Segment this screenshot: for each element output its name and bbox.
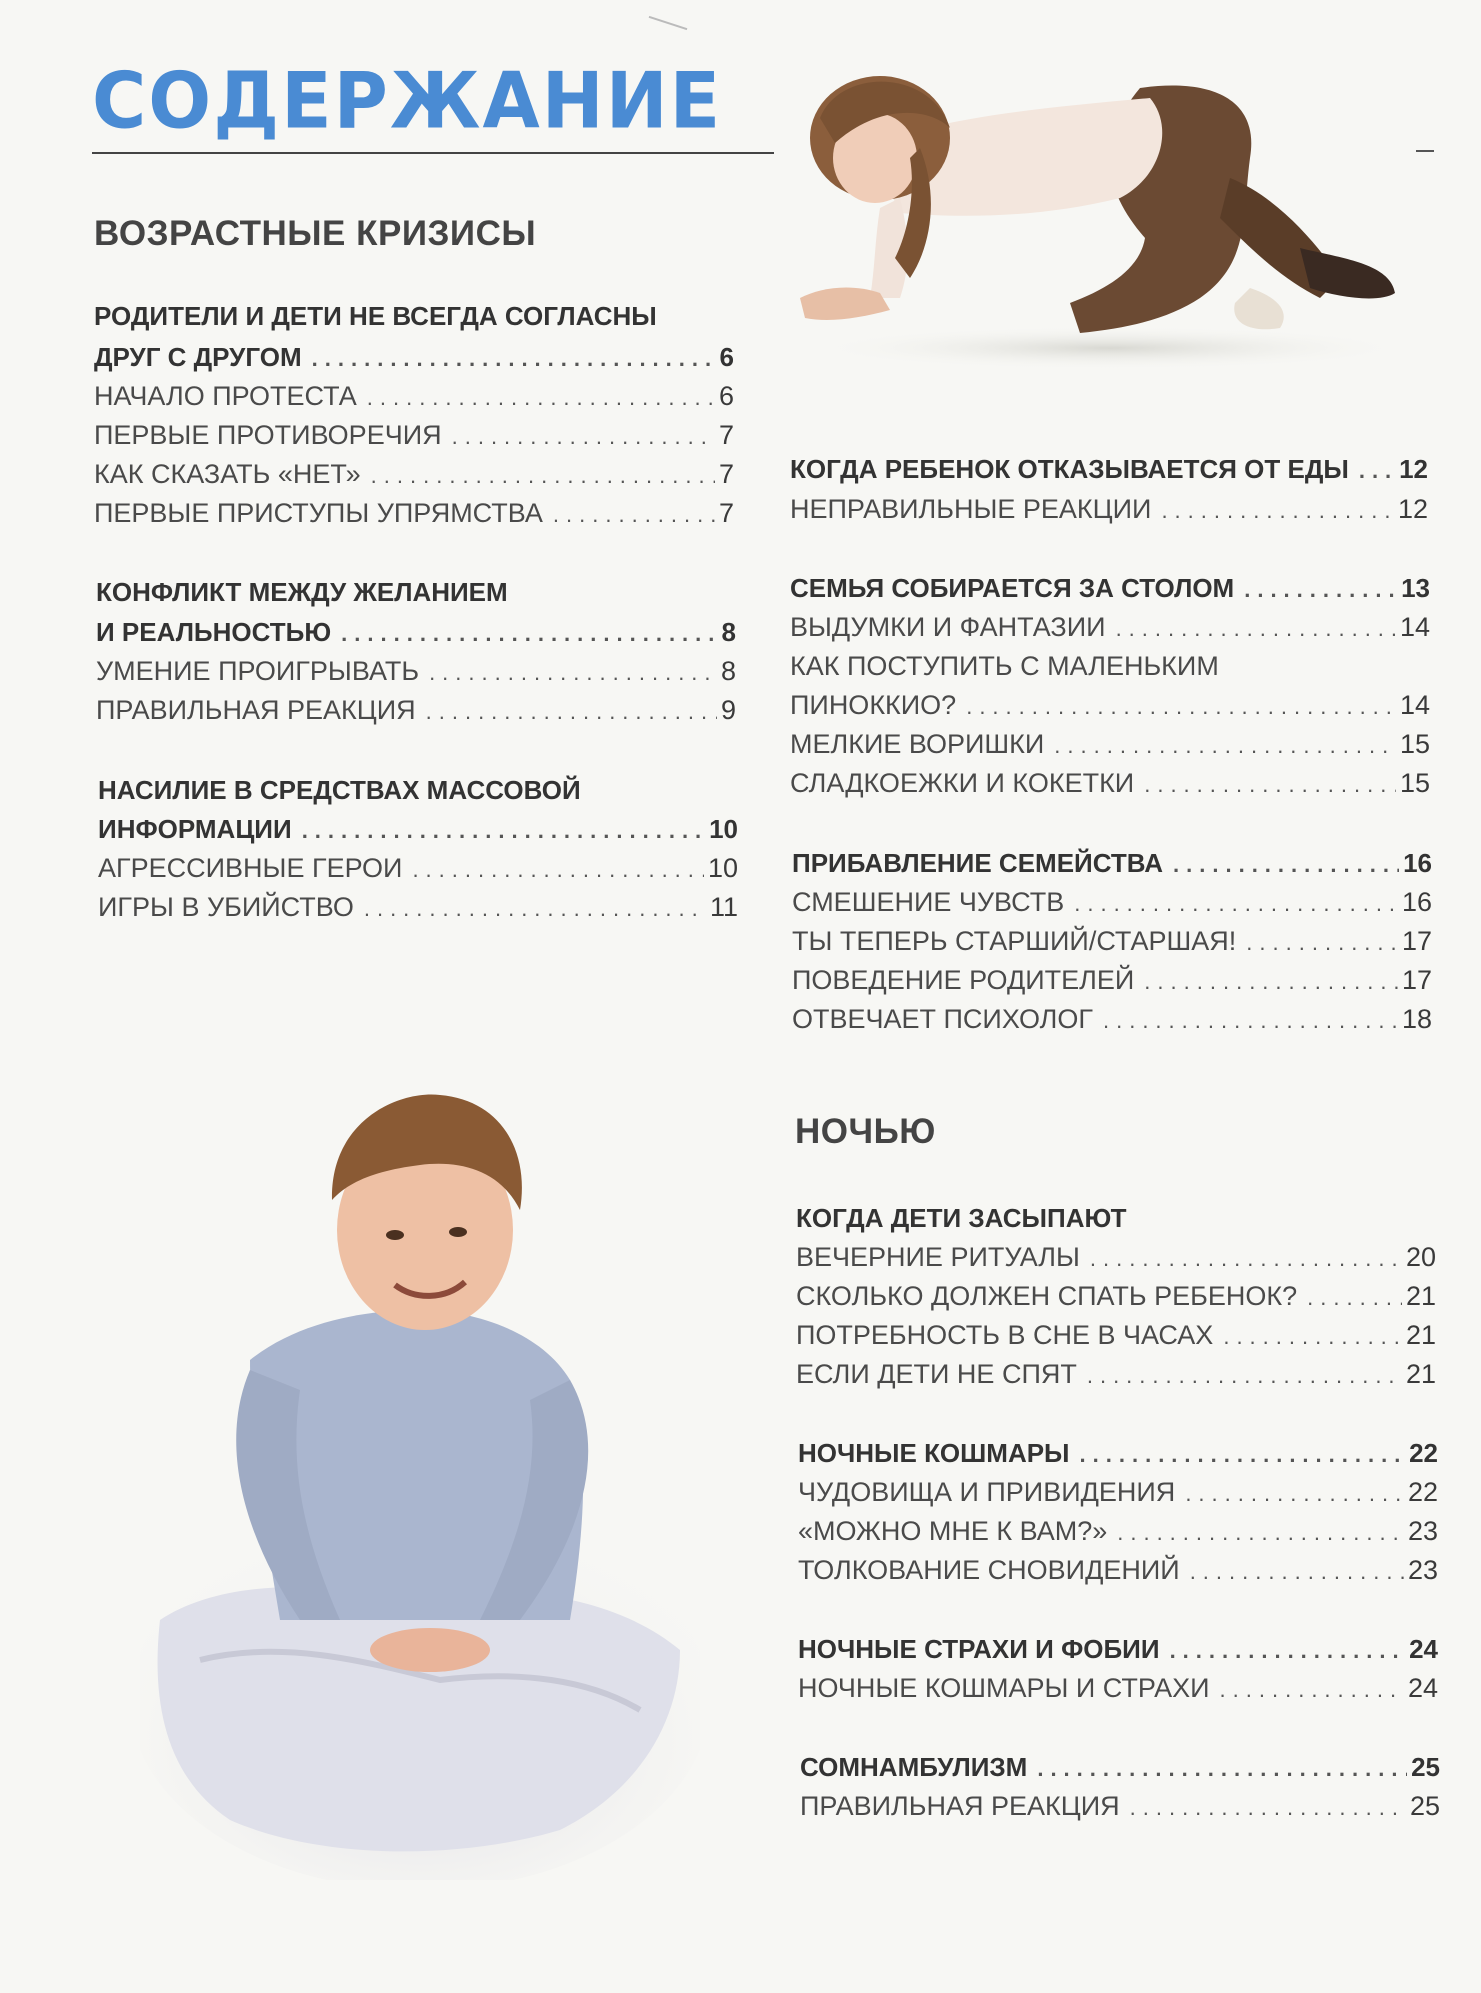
corner-dash [1416,150,1434,152]
page-number: 16 [1403,848,1432,878]
dot-leader [1144,962,1398,1002]
dot-leader [1117,1513,1404,1553]
page-number: 21 [1405,1359,1436,1389]
toc-item-label: УМЕНИЕ ПРОИГРЫВАТЬ [96,656,420,686]
page-number: 12 [1397,494,1428,524]
dot-leader [1054,726,1396,766]
page-number: 7 [718,498,734,528]
toc-item[interactable] [798,1550,1438,1590]
toc-heading[interactable] [96,612,736,652]
page-number: 22 [1407,1477,1438,1507]
toc-item[interactable] [796,1315,1436,1355]
toc-item-label: «МОЖНО МНЕ К ВАМ?» [798,1516,1108,1546]
page-number: 20 [1405,1242,1436,1272]
toc-item-label: ОТВЕЧАЕТ ПСИХОЛОГ [792,1004,1093,1034]
toc-item[interactable] [792,921,1432,961]
photo-girl-crawling [780,48,1410,368]
toc-heading-text: СЕМЬЯ СОБИРАЕТСЯ ЗА СТОЛОМ [790,573,1235,603]
dot-leader [1359,451,1395,491]
scan-mark [649,16,688,30]
toc-item-label: ВЫДУМКИ И ФАНТАЗИИ [790,612,1106,642]
dot-leader [966,687,1396,727]
toc-item-label: ЕСЛИ ДЕТИ НЕ СПЯТ [796,1359,1077,1389]
toc-item-label: ТОЛКОВАНИЕ СНОВИДЕНИЙ [798,1555,1180,1585]
toc-item[interactable] [796,1354,1436,1394]
dot-leader [1074,884,1398,924]
toc-item-label: ПРАВИЛЬНАЯ РЕАКЦИЯ [96,695,416,725]
toc-item-label: ИГРЫ В УБИЙСТВО [98,892,354,922]
dot-leader [1185,1474,1404,1514]
dot-leader [452,417,715,457]
toc-item-label: КАК ПОСТУПИТЬ С МАЛЕНЬКИМ [790,651,1219,681]
toc-heading[interactable] [94,296,734,336]
toc-item-label: ПРАВИЛЬНАЯ РЕАКЦИЯ [800,1791,1120,1821]
dot-leader [1144,765,1396,805]
toc-heading[interactable] [796,1198,1436,1238]
toc-heading[interactable] [792,843,1432,883]
page-number: 12 [1399,454,1428,484]
toc-item[interactable] [796,1276,1436,1316]
page-number: 7 [718,459,734,489]
toc-heading[interactable] [798,1433,1438,1473]
toc-item-label: ТЫ ТЕПЕРЬ СТАРШИЙ/СТАРШАЯ! [792,926,1237,956]
toc-item-label: ПОВЕДЕНИЕ РОДИТЕЛЕЙ [792,965,1135,995]
toc-heading-text: РОДИТЕЛИ И ДЕТИ НЕ ВСЕГДА СОГЛАСНЫ [94,301,657,331]
page-number: 23 [1407,1516,1438,1546]
dot-leader [1244,570,1397,610]
page-number: 6 [719,342,734,372]
dot-leader [1220,1670,1404,1710]
toc-heading-text: НОЧНЫЕ СТРАХИ И ФОБИИ [798,1634,1160,1664]
page-number: 22 [1409,1438,1438,1468]
toc-item[interactable] [792,999,1432,1039]
toc-item[interactable] [798,1472,1438,1512]
toc-heading-text: ДРУГ С ДРУГОМ [94,342,302,372]
toc-item[interactable] [800,1786,1440,1826]
page-number: 21 [1405,1320,1436,1350]
toc-item[interactable] [94,376,734,416]
toc-heading-text: КОГДА ДЕТИ ЗАСЫПАЮТ [796,1203,1127,1233]
toc-item[interactable] [798,1511,1438,1551]
page-number: 13 [1401,573,1430,603]
toc-heading-text: И РЕАЛЬНОСТЬЮ [96,617,332,647]
toc-item-label: СЛАДКОЕЖКИ И КОКЕТКИ [790,768,1135,798]
toc-item-label: НЕПРАВИЛЬНЫЕ РЕАКЦИИ [790,494,1152,524]
toc-heading-text: КОГДА РЕБЕНОК ОТКАЗЫВАЕТСЯ ОТ ЕДЫ [790,454,1349,484]
toc-item[interactable] [96,651,736,691]
section-title-age-crises: ВОЗРАСТНЫЕ КРИЗИСЫ [94,214,537,253]
toc-heading-text: НАСИЛИЕ В СРЕДСТВАХ МАССОВОЙ [98,775,581,805]
toc-heading-text: НОЧНЫЕ КОШМАРЫ [798,1438,1070,1468]
dot-leader [1080,1435,1406,1475]
page-number: 25 [1409,1791,1440,1821]
toc-item[interactable] [790,489,1428,529]
toc-item[interactable] [792,882,1432,922]
toc-item[interactable] [798,1668,1438,1708]
toc-item-label: МЕЛКИЕ ВОРИШКИ [790,729,1045,759]
toc-heading[interactable] [790,449,1428,489]
section-title-at-night: НОЧЬЮ [795,1112,936,1151]
toc-heading[interactable] [790,568,1430,608]
toc-item[interactable] [96,690,736,730]
page-number: 15 [1399,768,1430,798]
page-number: 18 [1401,1004,1432,1034]
toc-item-label: ПЕРВЫЕ ПРОТИВОРЕЧИЯ [94,420,442,450]
toc-heading-text: ИНФОРМАЦИИ [98,814,292,844]
page-number: 23 [1407,1555,1438,1585]
toc-item[interactable] [94,415,734,455]
page-number: 14 [1399,690,1430,720]
page-number: 8 [720,656,736,686]
toc-heading-text: СОМНАМБУЛИЗМ [800,1752,1028,1782]
dot-leader [1037,1749,1407,1789]
dot-leader [1223,1317,1402,1357]
toc-heading-text: ПРИБАВЛЕНИЕ СЕМЕЙСТВА [792,848,1164,878]
dot-leader [1090,1239,1402,1279]
dot-leader [426,692,717,732]
page-number: 11 [709,892,738,922]
toc-item-label: НОЧНЫЕ КОШМАРЫ И СТРАХИ [798,1673,1210,1703]
page-number: 16 [1401,887,1432,917]
page-number: 10 [707,853,738,883]
dot-leader [302,811,705,851]
toc-item-label: СМЕШЕНИЕ ЧУВСТВ [792,887,1065,917]
title-divider [92,152,774,154]
toc-item-label: ВЕЧЕРНИЕ РИТУАЛЫ [796,1242,1080,1272]
dot-leader [312,339,716,379]
toc-heading[interactable] [800,1747,1440,1787]
toc-item-label: ПИНОККИО? [790,690,957,720]
toc-item-label: СКОЛЬКО ДОЛЖЕН СПАТЬ РЕБЕНОК? [796,1281,1298,1311]
toc-item[interactable] [94,493,734,533]
toc-item-label: НАЧАЛО ПРОТЕСТА [94,381,357,411]
toc-item-label: КАК СКАЗАТЬ «НЕТ» [94,459,361,489]
page-number: 8 [721,617,736,647]
page-number: 21 [1405,1281,1436,1311]
dot-leader [1307,1278,1402,1318]
page-number: 7 [718,420,734,450]
photo-boy-in-bed [140,1060,700,1880]
dot-leader [1173,845,1399,885]
dot-leader [1190,1552,1404,1592]
page-number: 15 [1399,729,1430,759]
toc-item[interactable] [790,724,1430,764]
dot-leader [1103,1001,1398,1041]
toc-item-label: ПЕРВЫЕ ПРИСТУПЫ УПРЯМСТВА [94,498,543,528]
dot-leader [341,614,717,654]
toc-item[interactable] [98,848,738,888]
dot-leader [364,889,706,929]
toc-item-label: ЧУДОВИЩА И ПРИВИДЕНИЯ [798,1477,1176,1507]
toc-item[interactable] [790,607,1430,647]
dot-leader [1130,1788,1406,1828]
page-number: 9 [720,695,736,725]
toc-heading[interactable] [98,809,738,849]
dot-leader [553,495,715,535]
page-number: 24 [1407,1673,1438,1703]
toc-item[interactable] [94,454,734,494]
toc-heading-text: КОНФЛИКТ МЕЖДУ ЖЕЛАНИЕМ [96,577,508,607]
page-number: 25 [1411,1752,1440,1782]
page-number: 17 [1401,965,1432,995]
toc-heading[interactable] [98,770,738,810]
dot-leader [429,653,717,693]
page-title: СОДЕРЖАНИЕ [92,55,723,147]
toc-heading[interactable] [798,1629,1438,1669]
toc-heading[interactable] [96,572,736,612]
dot-leader [1087,1356,1402,1396]
toc-item[interactable] [98,887,738,927]
toc-item-label: ПОТРЕБНОСТЬ В СНЕ В ЧАСАХ [796,1320,1214,1350]
page-number: 6 [718,381,734,411]
page-number: 10 [709,814,738,844]
dot-leader [1246,923,1398,963]
dot-leader [371,456,715,496]
page-number: 17 [1401,926,1432,956]
dot-leader [367,378,715,418]
toc-item[interactable] [790,685,1430,725]
toc-item[interactable] [792,960,1432,1000]
page-number: 24 [1409,1634,1438,1664]
dot-leader [1170,1631,1406,1671]
page-number: 14 [1399,612,1430,642]
toc-item[interactable] [796,1237,1436,1277]
toc-item[interactable] [790,763,1430,803]
toc-item-label: АГРЕССИВНЫЕ ГЕРОИ [98,853,403,883]
dot-leader [1116,609,1396,649]
dot-leader [1161,491,1394,531]
toc-heading[interactable] [94,337,734,377]
dot-leader [412,850,704,890]
toc-item[interactable] [790,646,1430,686]
